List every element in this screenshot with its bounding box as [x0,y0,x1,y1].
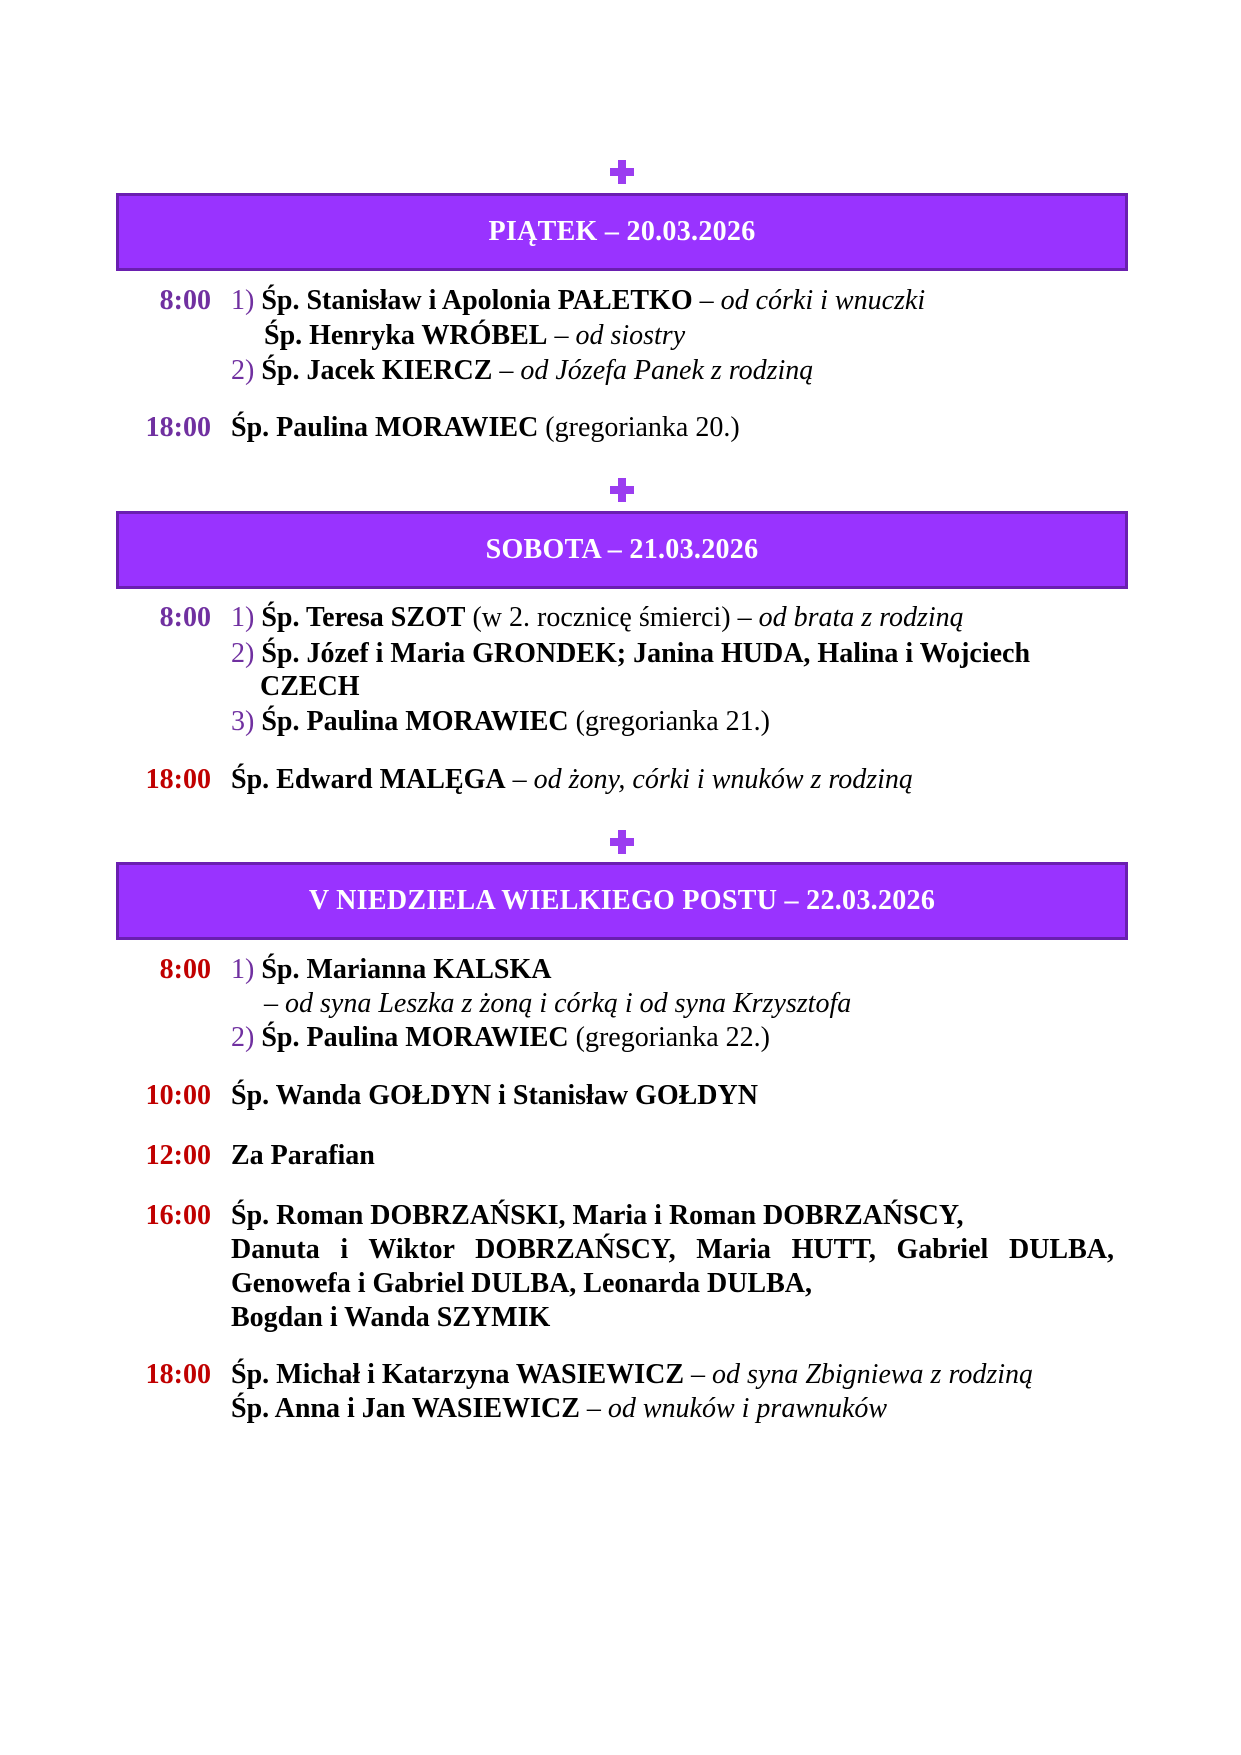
intention-line: Śp. Paulina MORAWIEC (gregorianka 20.) [231,412,740,443]
intention-line: Za Parafian [231,1140,375,1171]
intention-line: 2) Śp. Paulina MORAWIEC (gregorianka 22.) [231,1022,770,1053]
intention-line: Bogdan i Wanda SZYMIK [231,1302,551,1333]
mass-time: 18:00 [145,764,211,795]
day-header-sunday [116,862,1128,940]
mass-time: 18:00 [145,1359,211,1390]
intention-line: 2) Śp. Jacek KIERCZ – od Józefa Panek z rodziną [231,355,814,386]
mass-time: 8:00 [159,954,211,985]
mass-time: 10:00 [145,1080,211,1111]
cross-icon [608,158,636,186]
day-header-saturday [116,511,1128,589]
mass-time: 8:00 [159,285,211,316]
mass-time: 12:00 [145,1140,211,1171]
intention-line: 1) Śp. Marianna KALSKA [231,954,552,985]
intention-line: Danuta i Wiktor DOBRZAŃSCY, Maria HUTT, Gabriel DULBA, [231,1234,1114,1265]
day-title: PIĄTEK – 20.03.2026 [488,216,756,247]
intention-line: Śp. Michał i Katarzyna WASIEWICZ – od syna Zbigniewa z rodziną [231,1359,1033,1390]
intention-line-continued: – od syna Leszka z żoną i córką i od syna Krzysztofa [264,988,852,1019]
intention-line: Śp. Wanda GOŁDYN i Stanisław GOŁDYN [231,1080,758,1111]
day-title: V NIEDZIELA WIELKIEGO POSTU – 22.03.2026 [308,885,936,916]
mass-time: 18:00 [145,412,211,443]
intention-line: 3) Śp. Paulina MORAWIEC (gregorianka 21.) [231,706,770,737]
day-header-friday [116,193,1128,271]
mass-time: 16:00 [145,1200,211,1231]
cross-icon [608,476,636,504]
intention-line: 1) Śp. Teresa SZOT (w 2. rocznicę śmierci) – od brata z rodziną [231,602,964,633]
intention-line-continued: CZECH [260,671,360,702]
intention-line: Śp. Edward MALĘGA – od żony, córki i wnuków z rodziną [231,764,913,795]
intention-line: Śp. Henryka WRÓBEL – od siostry [264,320,686,351]
intention-line: Śp. Anna i Jan WASIEWICZ – od wnuków i prawnuków [231,1393,888,1424]
intention-line: 1) Śp. Stanisław i Apolonia PAŁETKO – od córki i wnuczki [231,285,926,316]
mass-time: 8:00 [159,602,211,633]
cross-icon [608,828,636,856]
intention-line: 2) Śp. Józef i Maria GRONDEK; Janina HUDA, Halina i Wojciech [231,638,1031,669]
day-title: SOBOTA – 21.03.2026 [485,534,759,565]
intention-line: Śp. Roman DOBRZAŃSKI, Maria i Roman DOBRZAŃSCY, [231,1200,964,1231]
intention-line: Genowefa i Gabriel DULBA, Leonarda DULBA, [231,1268,812,1299]
